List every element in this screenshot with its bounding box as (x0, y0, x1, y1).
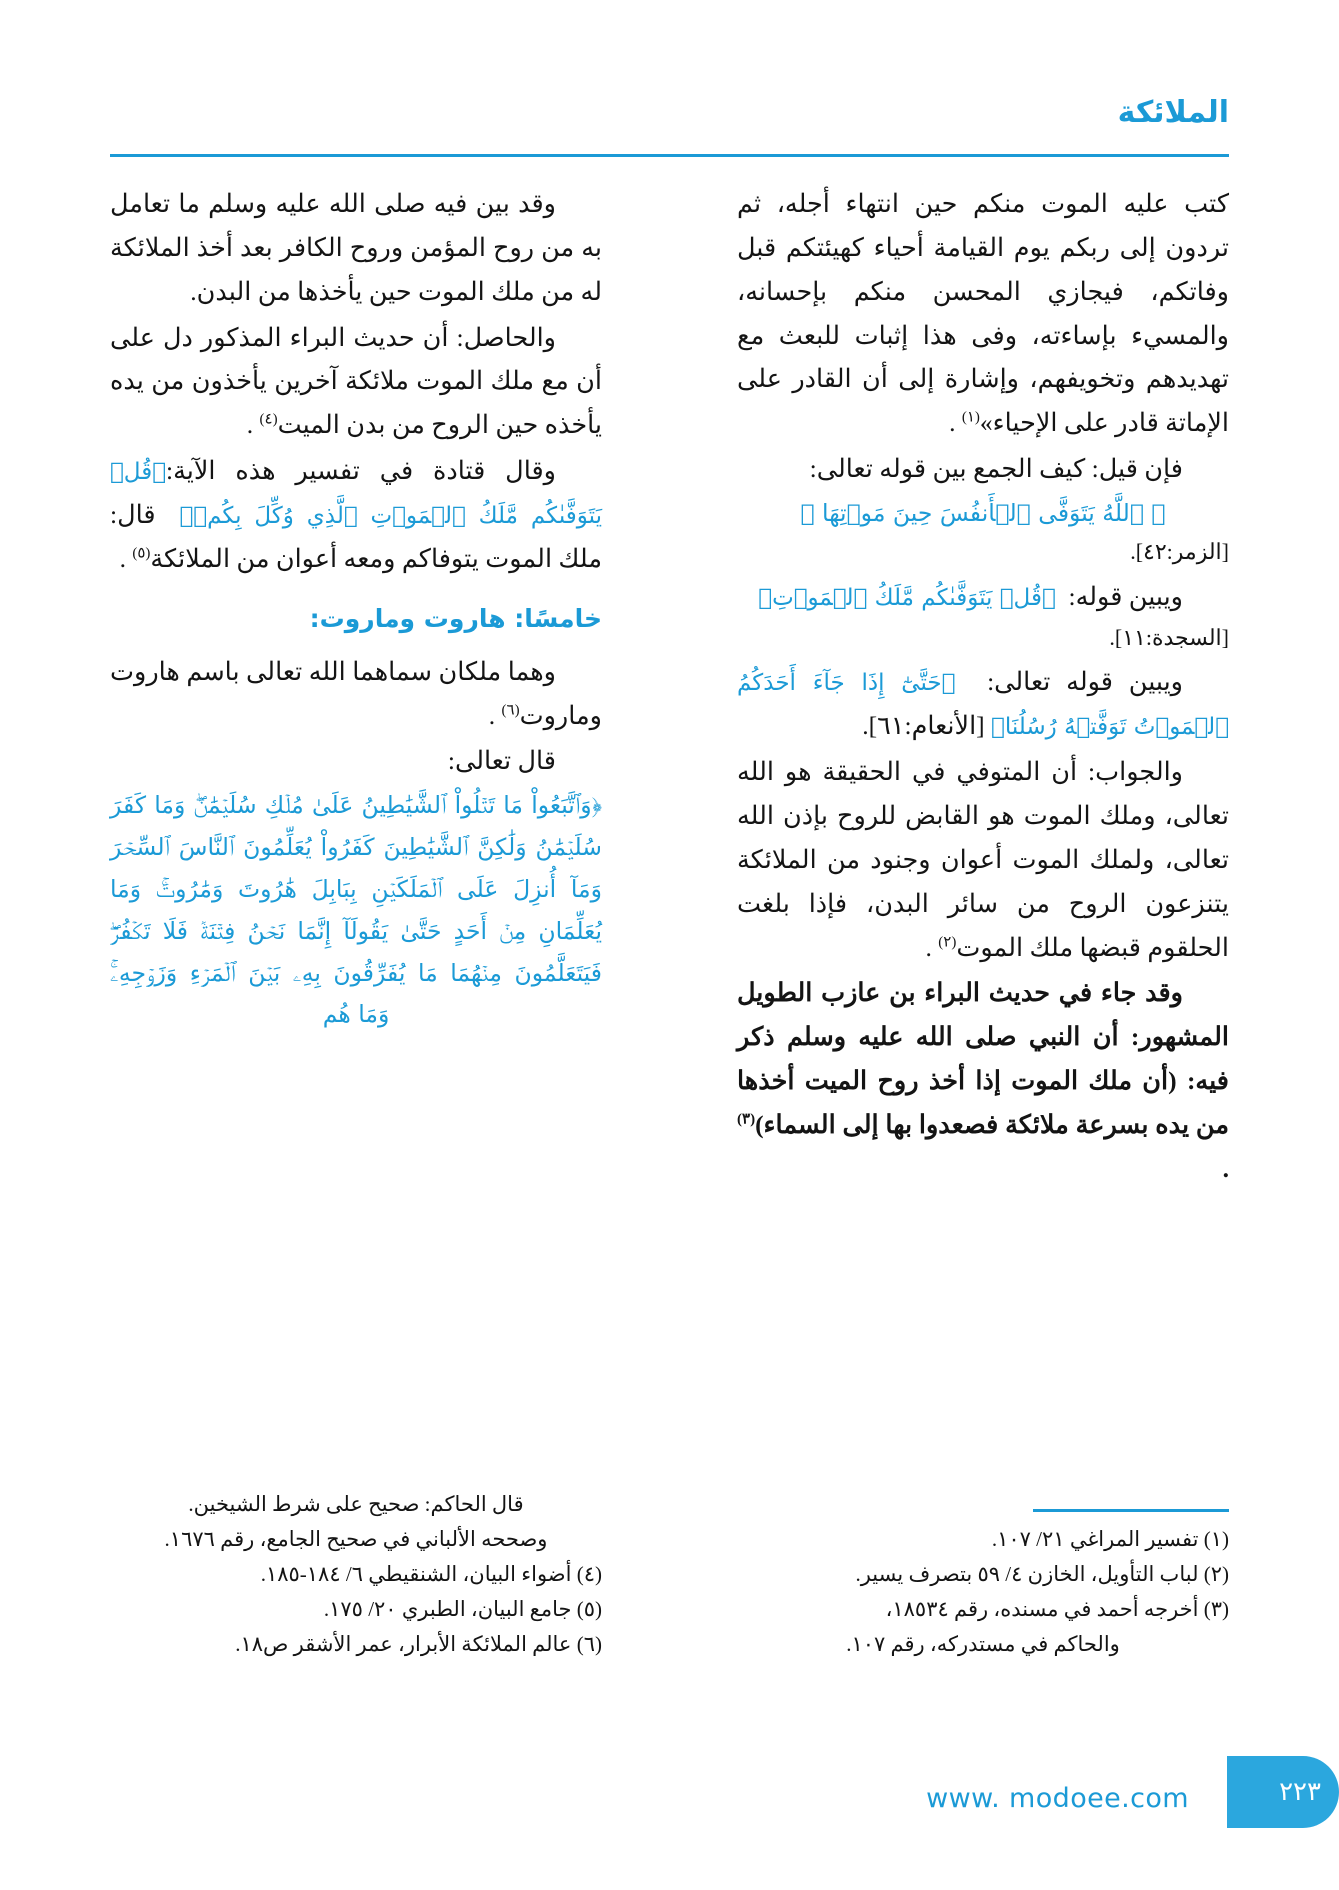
paragraph-text: وقد جاء في حديث البراء بن عازب الطويل المشهور: أن النبي صلى الله عليه وسلم ذكر فيه: (أن ملك الموت إذا أخذ روح الميت أخذها من يده بسرعة ملائكة فصعدوا بها إلى السماء) (737, 978, 1229, 1139)
paragraph-tail: . (119, 543, 133, 573)
paragraph-text: والجواب: أن المتوفي في الحقيقة هو الله تعالى، وملك الموت هو القابض للروح بإذن الله تعالى، ولملك الموت أعوان وجنود من الملائكة يتنزعون الروح من سائر البدن، فإذا بلغت الحلقوم قبضها ملك الموت (737, 757, 1229, 962)
paragraph-text: ويبين قوله: (1068, 581, 1183, 611)
footnote-marker: (٤) (259, 411, 278, 428)
paragraph-tail: . (246, 410, 260, 440)
footnote-item: (٦) عالم الملائكة الأبرار، عمر الأشقر ص١٨. (235, 1631, 602, 1656)
paragraph-tail: . (1222, 1153, 1229, 1183)
chapter-title: الملائكة (1117, 95, 1229, 130)
paragraph-tail: . (488, 700, 502, 730)
verse-reference: [الزمر:٤٢]. (1130, 538, 1229, 564)
paragraph-text: وقال قتادة في تفسير هذه الآية: (166, 456, 556, 486)
right-column-body (737, 182, 1229, 1191)
footnote-marker: (٦) (501, 702, 520, 719)
section-subheading: خامسًا: هاروت وماروت: (309, 603, 602, 633)
page-number: ٢٢٣ (1279, 1777, 1321, 1807)
paragraph-text: ويبين قوله تعالى: (987, 667, 1183, 697)
header-divider (110, 154, 1229, 157)
paragraph (110, 650, 602, 738)
paragraph (737, 575, 1229, 619)
page-header (110, 96, 1229, 158)
paragraph (737, 447, 1229, 491)
verse-reference: [الأنعام:٦١]. (862, 711, 985, 741)
footnote-item: (٤) أضواء البيان، الشنقيطي ٦/ ١٨٤-١٨٥. (260, 1561, 602, 1586)
paragraph-text: فإن قيل: كيف الجمع بين قوله تعالى: (809, 454, 1183, 484)
footnote-list (110, 1487, 602, 1661)
paragraph-text: قال تعالى: (447, 746, 556, 776)
footnote-item: (٥) جامع البيان، الطبري ٢٠/ ١٧٥. (323, 1596, 602, 1621)
footnote-marker: (١) (961, 409, 980, 426)
paragraph-text: قال: ملك الموت يتوفاكم ومعه أعوان من الملائكة (110, 500, 602, 573)
left-column-body (110, 182, 602, 1036)
paragraph-text: وهما ملكان سماهما الله تعالى باسم هاروت وماروت (110, 656, 602, 730)
paragraph (737, 182, 1229, 445)
footnote-marker: (٥) (132, 545, 151, 562)
footnote-item: (٣) أخرجه أحمد في مسنده، رقم ١٨٥٣٤، (885, 1596, 1229, 1621)
right-column-footnotes (737, 1509, 1229, 1662)
paragraph-tail: . (949, 408, 962, 438)
footnote-item: والحاكم في مستدركه، رقم ١٠٧. (846, 1631, 1120, 1656)
quran-verse: ﴿قُلۡ يَتَوَفَّىٰكُم مَّلَكُ ٱلۡمَوۡتِ﴾ (758, 584, 1056, 611)
left-column (110, 182, 602, 1662)
footnote-item: (٢) لباب التأويل، الخازن ٤/ ٥٩ بتصرف يسير. (855, 1561, 1229, 1586)
footnote-item: وصححه الألباني في صحيح الجامع، رقم ١٦٧٦. (164, 1526, 548, 1551)
paragraph-text: وقد بين فيه صلى الله عليه وسلم ما تعامل به من روح المؤمن وروح الكافر بعد أخذ الملائكة له من ملك الموت حين يأخذها من البدن. (110, 189, 602, 306)
quran-verse: ﴿وَٱتَّبَعُواْ مَا تَتۡلُواْ ٱلشَّيَٰطِينُ عَلَىٰ مُلۡكِ سُلَيۡمَٰنَۖ وَمَا كَفَرَ سُلَيۡمَٰنُ وَلَٰكِنَّ ٱلشَّيَٰطِينَ كَفَرُواْ يُعَلِّمُونَ ٱلنَّاسَ ٱلسِّحۡرَ وَمَآ أُنزِلَ عَلَى ٱلۡمَلَكَيۡنِ بِبَابِلَ هَٰرُوتَ وَمَٰرُوتَۚ وَمَا يُعَلِّمَانِ مِنۡ أَحَدٍ حَتَّىٰ يَقُولَآ إِنَّمَا نَحۡنُ فِتۡنَةٞ فَلَا تَكۡفُرۡۖ فَيَتَعَلَّمُونَ مِنۡهُمَا مَا يُفَرِّقُونَ بِهِۦ بَيۡنَ ٱلۡمَرۡءِ وَزَوۡجِهِۦۚ وَمَا هُم (110, 791, 602, 1029)
footnote-item: (١) تفسير المراغي ٢١/ ١٠٧. (991, 1526, 1229, 1551)
page-columns (110, 182, 1229, 1662)
paragraph-text: والحاصل: أن حديث البراء المذكور دل على أن مع ملك الموت ملائكة آخرين يأخذون من يده يأخذه حين الروح من بدن الميت (110, 322, 602, 440)
paragraph (110, 449, 602, 581)
website-url[interactable]: www. modoee.com (926, 1783, 1189, 1814)
page-number-badge (1227, 1756, 1339, 1828)
footnote-divider (1033, 1509, 1229, 1512)
footnote-item: قال الحاكم: صحيح على شرط الشيخين. (188, 1491, 524, 1516)
verse-reference: [السجدة:١١]. (1109, 624, 1229, 650)
footnote-list (737, 1522, 1229, 1661)
paragraph (737, 971, 1229, 1190)
paragraph (737, 750, 1229, 969)
paragraph-tail: . (925, 932, 939, 962)
quran-verse: ﴿قُلۡ يَتَوَفَّىٰكُم مَّلَكُ ٱلۡمَوۡتِ ٱلَّذِي وُكِّلَ بِكُمۡ﴾ (110, 459, 603, 530)
paragraph-text: كتب عليه الموت منكم حين انتهاء أجله، ثم تردون إلى ربكم يوم القيامة أحياء كهيئتكم قبل وفاتكم، فيجازي المحسن منكم بإحسانه، والمسيء بإساءته، وفى هذا إثبات للبعث مع تهديدهم وتخويفهم، وإشارة إلى أن القادر على الإماتة قادر على الإحياء» (737, 189, 1229, 438)
footnote-marker: (٢) (938, 934, 957, 951)
quran-verse: ﴿حَتَّىٰٓ إِذَا جَآءَ أَحَدَكُمُ ٱلۡمَوۡتُ تَوَفَّتۡهُ رُسُلُنَا﴾ (737, 670, 1229, 741)
footnote-marker: (٣) (737, 1111, 756, 1128)
left-column-footnotes (110, 1487, 602, 1662)
paragraph (110, 316, 602, 448)
paragraph (110, 182, 602, 314)
right-column (737, 182, 1229, 1662)
paragraph (737, 660, 1229, 748)
page-footer (0, 1730, 1339, 1890)
quran-verse: ﴿ ٱللَّهُ يَتَوَفَّى ٱلۡأَنفُسَ حِينَ مَوۡتِهَا ﴾ (800, 499, 1166, 528)
paragraph (110, 739, 602, 783)
